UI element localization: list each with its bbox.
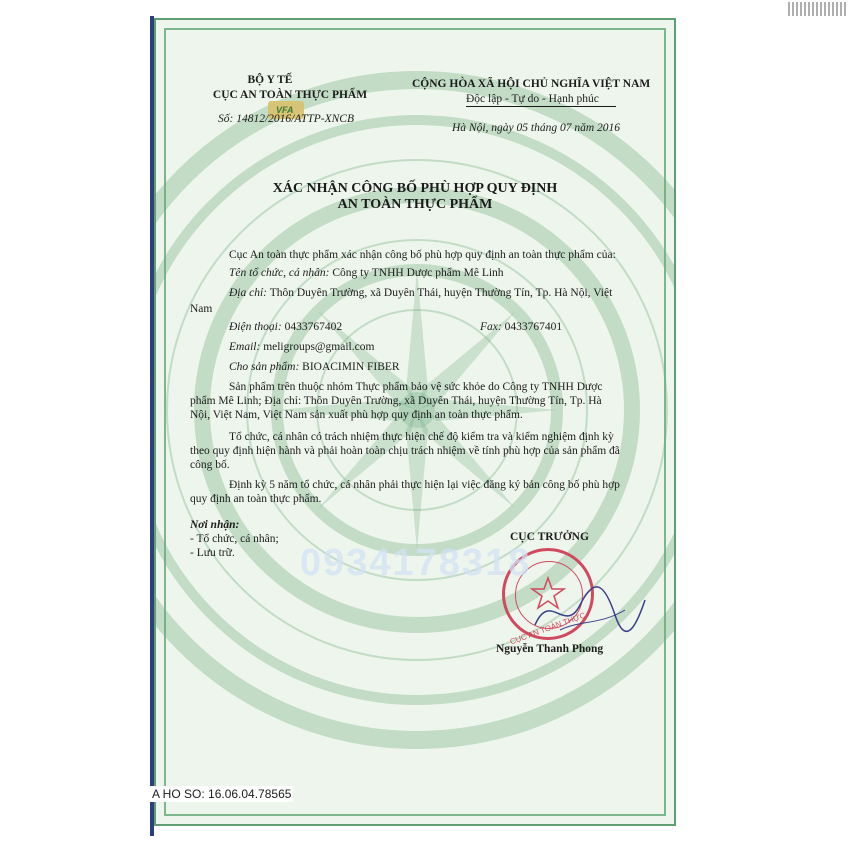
scan-artifact [788,2,848,16]
org-value: Công ty TNHH Dược phẩm Mê Linh [332,267,504,279]
recipients-label: Nơi nhận: [190,519,240,531]
email-row [229,340,374,354]
org-label: Tên tổ chức, cá nhân: [229,267,330,279]
para2-line3: công bố. [190,459,230,471]
title-line-2: AN TOÀN THỰC PHẨM [337,197,493,212]
para1-line1: Sản phẩm trên thuộc nhóm Thực phẩm bảo vệ sức khỏe do Công ty TNHH Dược [229,381,603,393]
file-code: A HO SO: 16.06.04.78565 [152,787,292,801]
email-value: meligroups@gmail.com [263,341,375,353]
motto: Độc lập - Tự do - Hạnh phúc [466,93,599,105]
phone-value: 0433767402 [284,321,343,333]
phone-label: Điện thoại: [229,321,282,333]
para3-line1: Định kỳ 5 năm tổ chức, cá nhân phải thực hiện lại việc đăng ký bản công bố phù hợp [229,479,620,491]
department-name: CỤC AN TOÀN THỰC PHẨM [212,89,368,101]
title-line-1: XÁC NHẬN CÔNG BỐ PHÙ HỢP QUY ĐỊNH [272,181,558,196]
intro-text: Cục An toàn thực phẩm xác nhận công bố phù hợp quy định an toàn thực phẩm của: [229,249,616,261]
address-value: Thôn Duyên Trường, xã Duyên Thái, huyện Thường Tín, Tp. Hà Nội, Việt [269,287,613,299]
product-row [229,360,400,374]
signer-name: Nguyễn Thanh Phong [496,643,604,655]
fax-row [480,320,562,334]
recipient-1: - Tổ chức, cá nhân; [190,533,279,545]
top-strip [0,0,856,16]
republic-name: CỘNG HÒA XÃ HỘI CHỦ NGHĨA VIỆT NAM [412,78,651,90]
para3-line2: quy định an toàn thực phẩm. [190,493,322,505]
motto-underline [466,106,616,107]
para1-line2: phẩm Mê Linh; Địa chỉ: Thôn Duyên Trường, xã Duyên Thái, huyện Thường Tín, Tp. Hà [190,395,602,407]
para2-line1: Tổ chức, cá nhân có trách nhiệm thực hiện chế độ kiểm tra và kiểm nghiệm định kỳ [229,431,614,443]
phone-watermark: 0934178318 [300,542,532,584]
fax-value: 0433767401 [504,321,563,333]
signature-icon [530,580,650,640]
product-label: Cho sản phẩm: [229,361,300,373]
issue-date: Hà Nội, ngày 05 tháng 07 năm 2016 [452,122,621,134]
certificate-paper [154,18,676,826]
document-number: Số: 14812/2016/ATTP-XNCB [218,113,354,125]
email-label: Email: [229,341,261,353]
product-value: BIOACIMIN FIBER [302,361,400,373]
para2-line2: theo quy định hiện hành và phải hoàn toàn chịu trách nhiệm về tính phù hợp của sản phẩm đã [190,445,620,457]
seal-text: CỤC AN TOÀN THỰC [508,610,587,647]
phone-row [229,320,342,334]
fax-label: Fax: [480,321,502,333]
address-value-cont: Nam [190,303,213,315]
address-row [229,286,612,300]
recipient-2: - Lưu trữ. [190,547,235,559]
org-row [229,266,504,280]
vfa-logo-text: VFA [276,105,294,115]
ministry-name: BỘ Y TẾ [247,74,293,86]
para1-line3: Nội, Việt Nam, Việt Nam sản xuất phù hợp quy định an toàn thực phẩm. [190,409,523,421]
signer-title: CỤC TRƯỞNG [510,531,589,543]
address-label: Địa chỉ: [229,287,268,299]
drum-pattern [156,20,676,826]
